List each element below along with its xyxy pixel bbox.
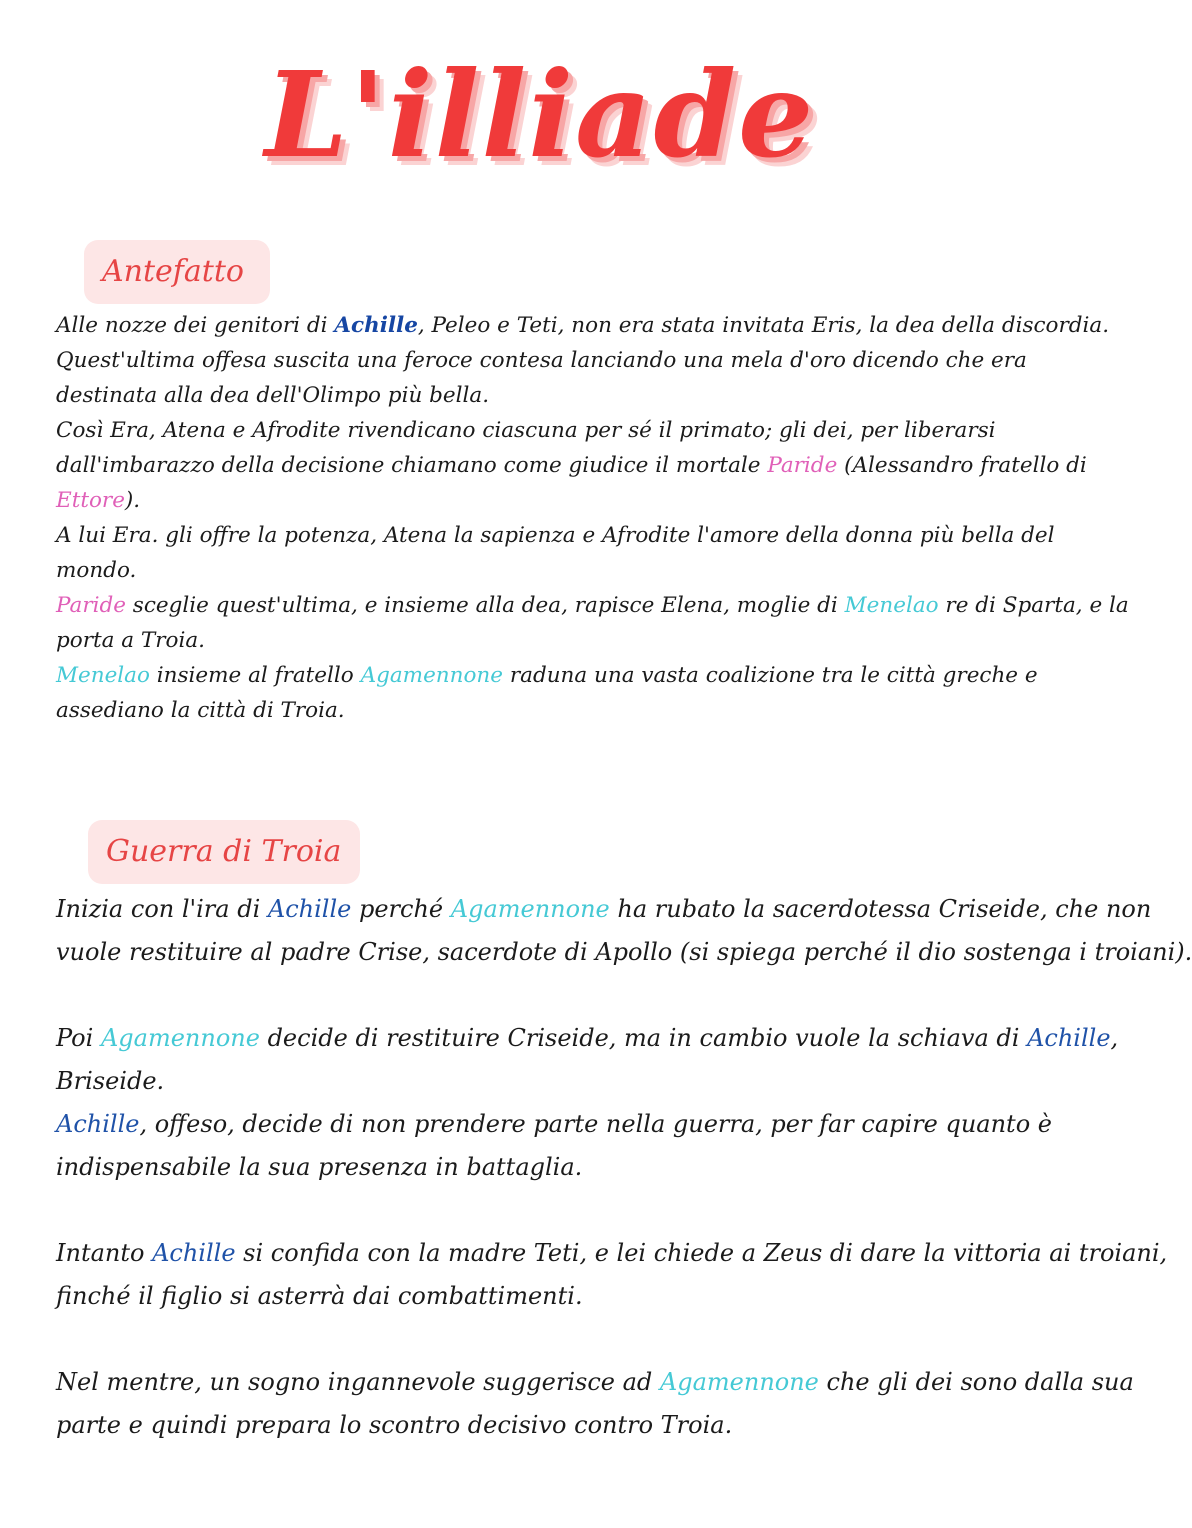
text-line: Paride sceglie quest'ultima, e insieme alla dea, rapisce Elena, moglie di Menelao re di Sparta, e la <box>56 593 1129 618</box>
name-menelao: Menelao <box>56 663 150 688</box>
page-title: L'illiade <box>264 45 816 184</box>
text-line: dall'imbarazzo della decisione chiamano come giudice il mortale Paride (Alessandro fratello di <box>56 453 1087 478</box>
text-line: Quest'ultima offesa suscita una feroce contesa lanciando una mela d'oro dicendo che era <box>56 348 1027 373</box>
text-line: assediano la città di Troia. <box>56 698 345 723</box>
text-line: A lui Era. gli offre la potenza, Atena la sapienza e Afrodite l'amore della donna più bella del <box>56 523 1055 548</box>
name-achille: Achille <box>152 1239 236 1267</box>
text-line: Menelao insieme al fratello Agamennone raduna una vasta coalizione tra le città greche e <box>56 663 1038 688</box>
name-agamennone: Agamennone <box>450 895 610 923</box>
paragraph-antefatto <box>56 308 1129 728</box>
text-line: Achille, offeso, decide di non prendere parte nella guerra, per far capire quanto è <box>56 1110 1052 1138</box>
name-achille: Achille <box>267 895 352 923</box>
text-line: indispensabile la sua presenza in battaglia. <box>56 1153 583 1181</box>
paragraph-gap <box>56 1318 1046 1361</box>
name-menelao: Menelao <box>844 593 939 618</box>
text-line: Intanto Achille si confida con la madre Teti, e lei chiede a Zeus di dare la vittoria ai troiani, <box>56 1239 1168 1267</box>
text-line: Inizia con l'ira di Achille perché Agamennone ha rubato la sacerdotessa Criseide, che non <box>56 895 1152 923</box>
section-label-guerra-di-troia: Guerra di Troia <box>88 820 360 884</box>
name-achille: Achille <box>334 313 418 338</box>
name-achille: Achille <box>1027 1024 1111 1052</box>
name-agamennone: Agamennone <box>360 663 504 688</box>
text-line: vuole restituire al padre Crise, sacerdote di Apollo (si spiega perché il dio sostenga i troiani). <box>56 938 1192 966</box>
name-agamennone: Agamennone <box>100 1024 260 1052</box>
name-ettore: Ettore <box>56 488 125 513</box>
section-label-antefatto: Antefatto <box>84 240 270 304</box>
paragraph-gap <box>56 974 1046 1017</box>
name-paride: Paride <box>767 453 838 478</box>
paragraph-gap <box>56 1189 1046 1232</box>
name-paride: Paride <box>56 593 126 618</box>
text-line: Nel mentre, un sogno ingannevole suggerisce ad Agamennone che gli dei sono dalla sua <box>56 1368 1134 1396</box>
text-line: parte e quindi prepara lo scontro decisivo contro Troia. <box>56 1411 733 1439</box>
text-line: Così Era, Atena e Afrodite rivendicano ciascuna per sé il primato; gli dei, per liberarsi <box>56 418 996 443</box>
name-achille: Achille <box>56 1110 140 1138</box>
text-line: Ettore). <box>56 488 141 513</box>
paragraph-guerra-di-troia <box>56 888 1192 1447</box>
text-line: Briseide. <box>56 1067 165 1095</box>
text-line: Alle nozze dei genitori di Achille, Peleo e Teti, non era stata invitata Eris, la dea della discordia. <box>56 313 1110 338</box>
text-line: finché il figlio si asterrà dai combattimenti. <box>56 1282 583 1310</box>
name-agamennone: Agamennone <box>659 1368 819 1396</box>
text-line: destinata alla dea dell'Olimpo più bella. <box>56 383 490 408</box>
text-line: Poi Agamennone decide di restituire Criseide, ma in cambio vuole la schiava di Achille, <box>56 1024 1119 1052</box>
text-line: porta a Troia. <box>56 628 206 653</box>
text-line: mondo. <box>56 558 137 583</box>
